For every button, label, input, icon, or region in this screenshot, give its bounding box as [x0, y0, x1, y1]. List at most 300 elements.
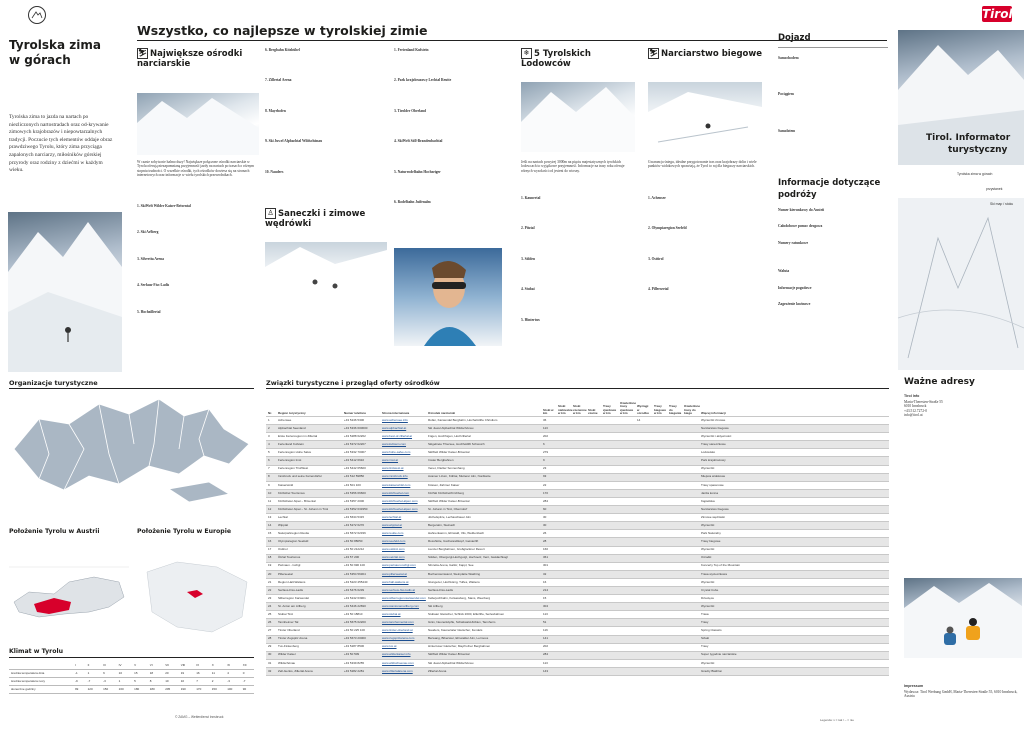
climate-cell: 90 [241, 686, 254, 694]
col3-item: 3. Tirolder Oberland [394, 108, 426, 113]
offers-cell [556, 546, 571, 554]
offers-cell [652, 522, 667, 530]
offers-cell [586, 643, 601, 651]
climate-cell: -9 [73, 678, 86, 686]
offers-cell [571, 449, 586, 457]
offers-cell [652, 425, 667, 433]
offers-website-link[interactable]: www.paznaun-ischgl.com [380, 562, 426, 570]
offers-header-row [266, 394, 889, 417]
offers-cell [601, 595, 618, 603]
offers-cell: 116 [541, 627, 556, 635]
offers-cell [618, 603, 635, 611]
offers-cell [682, 619, 699, 627]
offers-cell [586, 570, 601, 578]
offers-cell [586, 546, 601, 554]
offers-cell [571, 611, 586, 619]
offers-cell [601, 522, 618, 530]
offers-cell [586, 562, 601, 570]
col3-item: 4. SkiWelt Söll-Brandenbachtal [394, 139, 443, 144]
offers-cell [571, 651, 586, 659]
offers-cell [682, 603, 699, 611]
offers-cell [682, 481, 699, 489]
offers-cell [667, 449, 682, 457]
offers-header-cell: Region turystyczny [276, 394, 342, 417]
offers-cell: Crystal Cube [699, 586, 889, 594]
offers-cell: 304 [541, 603, 556, 611]
offers-cell [586, 627, 601, 635]
table-row [266, 651, 889, 659]
offers-cell: +43 5336 600600 [342, 425, 380, 433]
offers-cell [556, 497, 571, 505]
climate-cell: -3 [101, 678, 117, 686]
offers-cell [682, 667, 699, 675]
info-header-line1: Informacje dotyczące [778, 178, 881, 188]
offers-website-link[interactable]: www.hall-wattens.at [380, 578, 426, 586]
offers-cell [652, 578, 667, 586]
offers-cell: Zimowe wędrówki [699, 514, 889, 522]
left-panel [0, 0, 122, 372]
offers-cell [571, 635, 586, 643]
offers-cell: Silvretta Arena, Galtür, Kappl, See [426, 562, 541, 570]
offers-cell: Berwang, Biberwier, Ehrwalder Alm, Lermoos [426, 635, 541, 643]
offers-cell: Imster Bergbahnen [426, 457, 541, 465]
offers-cell [652, 530, 667, 538]
offers-cell: 22 [266, 586, 276, 594]
offers-cell: 36 [541, 417, 556, 425]
offers-cell [601, 562, 618, 570]
offers-cell: Serfaus-Fiss-Ladis [426, 586, 541, 594]
table-row [266, 538, 889, 546]
offers-cell [635, 449, 652, 457]
offers-cell: 15 [541, 595, 556, 603]
climate-cell: 15 [132, 670, 148, 678]
table-row [266, 481, 889, 489]
offers-cell [682, 538, 699, 546]
offers-cell [652, 611, 667, 619]
offers-cell [652, 497, 667, 505]
offers-cell: 25 [266, 611, 276, 619]
offers-website-link[interactable]: www.kaiserwinkl.com [380, 481, 426, 489]
offers-cell [667, 473, 682, 481]
table-row [266, 659, 889, 667]
offers-cell: +43 5356 66660 [342, 489, 380, 497]
offers-cell: 16 [541, 578, 556, 586]
table-row [266, 457, 889, 465]
offers-cell: Glungezer, Hochkönig, Tulfes, Wattens [426, 578, 541, 586]
offers-cell: Venet, Fließer Sonnenhang [426, 465, 541, 473]
offers-cell: +43 50 18810 [342, 611, 380, 619]
offers-cell [667, 619, 682, 627]
table-row [266, 635, 889, 643]
offers-cell [667, 667, 682, 675]
climate-row [9, 686, 254, 694]
offers-cell: 279 [541, 449, 556, 457]
offers-cell: Ferienregion Hohe Salve [276, 449, 342, 457]
offers-cell [571, 514, 586, 522]
offers-cell [635, 473, 652, 481]
address-line[interactable]: +43.512.7272-0 [904, 408, 927, 413]
offers-cell [556, 611, 571, 619]
section-glaciers [521, 48, 635, 69]
offers-cell [556, 651, 571, 659]
tirol-logo: Tirol [982, 7, 1013, 21]
offers-cell [618, 538, 635, 546]
offers-cell [682, 457, 699, 465]
offers-header-cell: Oświetlone trasy zjazdowe w km [618, 394, 635, 417]
offers-website-link[interactable]: www.stubai.at [380, 611, 426, 619]
left-title-line2: w górach [9, 53, 71, 67]
offers-cell [586, 530, 601, 538]
offers-cell [586, 497, 601, 505]
offers-cell [652, 546, 667, 554]
offers-cell [556, 506, 571, 514]
offers-cell: 9 [541, 457, 556, 465]
offers-cell [586, 659, 601, 667]
offers-cell [571, 570, 586, 578]
address-line: 6010 Innsbruck [904, 404, 927, 409]
offers-cell [571, 643, 586, 651]
table-row [266, 562, 889, 570]
offers-cell: Koncerty Top of the Mountain [699, 562, 889, 570]
offers-cell [652, 667, 667, 675]
climate-cell: -1 [73, 670, 86, 678]
offers-header-cell: Trasy zjazdowe w km [601, 394, 618, 417]
offers-cell [667, 433, 682, 441]
cross-country-icon: ⛷ [649, 49, 658, 57]
offers-cell [667, 481, 682, 489]
offers-cell: +43 501 100 [342, 481, 380, 489]
offers-cell: Trasy [699, 619, 889, 627]
offers-cell: Achensee [276, 417, 342, 425]
climate-row-label: średnia temperatura dnia [9, 670, 73, 678]
offers-website-link[interactable]: www.oetztal.com [380, 554, 426, 562]
left-photo [8, 212, 122, 372]
offers-cell: +43 5242 63901 [342, 595, 380, 603]
offers-website-link[interactable]: www.tirolwest.at [380, 465, 426, 473]
offers-cell [571, 473, 586, 481]
offers-cell: Spring Classics [699, 627, 889, 635]
offers-website-link[interactable]: www.kitzbuehel-alpen.com [380, 506, 426, 514]
offers-cell [556, 465, 571, 473]
offers-cell: Paznaun - Ischgl [276, 562, 342, 570]
offers-cell: +43 5246 5300 [342, 417, 380, 425]
offers-cell [571, 603, 586, 611]
offers-cell: 26 [541, 530, 556, 538]
offers-website-link[interactable]: www.wilderkaiser.info [380, 651, 426, 659]
offers-cell: Ski Arlberg [426, 603, 541, 611]
col5-list [648, 196, 762, 292]
offers-website-link[interactable]: www.tannheimertal.com [380, 619, 426, 627]
offers-cell: Buchensteinwand, Steinplatte Waidring [426, 570, 541, 578]
offers-cell [556, 554, 571, 562]
offers-website-link[interactable]: www.silberregion-karwendel.com [380, 595, 426, 603]
section-winter-walks [265, 208, 387, 229]
offers-website-link[interactable]: www.best-of-zillertal.at [380, 433, 426, 441]
offers-cell [635, 489, 652, 497]
offers-cell [586, 481, 601, 489]
offers-website-link[interactable]: www.stantonamarlberg.com [380, 603, 426, 611]
offers-cell [635, 619, 652, 627]
offers-cell [556, 586, 571, 594]
offers-cell: Hahnenkamm, Ehrwald, Vils, Weißenbach [426, 530, 541, 538]
offers-cell [571, 659, 586, 667]
dojazd-item: Pociągiem [778, 92, 794, 97]
col4-item: 3. Sölden [521, 256, 535, 261]
offers-website-link[interactable]: www.kufstein.com [380, 441, 426, 449]
offers-cell [556, 514, 571, 522]
offers-website-link[interactable]: www.tux.at [380, 643, 426, 651]
table-row [266, 619, 889, 627]
offers-cell [556, 635, 571, 643]
offers-cell: Wildschönau [276, 659, 342, 667]
climate-month: XI [225, 662, 241, 670]
offers-website-link[interactable]: www.seefeld.com [380, 538, 426, 546]
offers-cell [635, 530, 652, 538]
offers-cell: Lienzer Bergbahnen, Großglockner Resort [426, 546, 541, 554]
section-ski-races-title: Narciarstwo biegowe [661, 49, 762, 59]
climate-cell: 160 [117, 686, 133, 694]
offers-cell [652, 457, 667, 465]
offers-cell [682, 627, 699, 635]
offers-website-link[interactable]: www.kitzbuehel-alpen.com [380, 497, 426, 505]
offers-cell [586, 595, 601, 603]
offers-cell [635, 635, 652, 643]
offers-cell: Wilder Kaiser [276, 651, 342, 659]
offers-cell [586, 433, 601, 441]
offers-cell [601, 627, 618, 635]
offers-website-link[interactable]: www.kitzbuehel.com [380, 489, 426, 497]
offers-cell: 32 [541, 570, 556, 578]
section-ski-races [648, 48, 762, 59]
offers-cell [601, 570, 618, 578]
offers-cell [571, 481, 586, 489]
offers-cell: Rosshütte, Gschwandtkopf, Geisterlift [426, 538, 541, 546]
climate-row-label: średnia temperatura nocy [9, 678, 73, 686]
offers-cell [618, 643, 635, 651]
offers-cell [667, 506, 682, 514]
offers-cell [618, 586, 635, 594]
info-item: Numery ratunkowe [778, 240, 809, 245]
offers-cell [635, 667, 652, 675]
address-email-link[interactable]: info@tirol.at [904, 413, 923, 418]
offers-cell [601, 603, 618, 611]
climate-month: IV [117, 662, 133, 670]
offers-cell [571, 578, 586, 586]
climate-title: Klimat w Tyrolu [9, 648, 63, 655]
offers-cell [571, 554, 586, 562]
climate-cell: 180 [132, 686, 148, 694]
offers-cell: +43 5446 22690 [342, 603, 380, 611]
offers-cell [682, 465, 699, 473]
offers-cell [682, 514, 699, 522]
offers-cell [601, 554, 618, 562]
offers-cell [682, 554, 699, 562]
offers-cell [652, 538, 667, 546]
offers-website-link[interactable]: www.achensee.info [380, 417, 426, 425]
offers-cell [556, 595, 571, 603]
offers-cell [618, 522, 635, 530]
offers-cell [635, 497, 652, 505]
offers-cell [652, 635, 667, 643]
offers-cell [601, 449, 618, 457]
offers-cell [635, 522, 652, 530]
offers-cell [556, 562, 571, 570]
offers-cell [635, 481, 652, 489]
offers-cell [667, 530, 682, 538]
offers-website-link[interactable]: www.osttirol.com [380, 546, 426, 554]
col4-item: 2. Pitztal [521, 226, 535, 231]
col4-list [521, 196, 635, 322]
offers-cell [586, 586, 601, 594]
offers-website-link[interactable]: www.reutte.com [380, 530, 426, 538]
col1-text: W czasie sobytu nie halmo duzy! Największe połączone ośrodki narciarskie w Tyrolu oferują niezapomnianą przyjemność jazdy na nartach po trasach o różnym stopniu trudności. O wszelkie ośrodki, tych ośrodków dowiesz się na stronach internetowych oraz informacje w wielu tyrolskich przewodnikach. [137, 160, 255, 178]
offers-cell: 20 [266, 570, 276, 578]
offers-cell: Erste Ferienregion im Zillertal [276, 433, 342, 441]
offers-website-link[interactable]: www.zugspitzarena.com [380, 635, 426, 643]
offers-cell: Kitzbüheler Alpen - St. Johann in Tirol [276, 506, 342, 514]
offers-cell [571, 465, 586, 473]
offers-header-cell: Więcej informacji [699, 394, 889, 417]
offers-cell: 284 [541, 497, 556, 505]
offers-cell [635, 659, 652, 667]
map-label-1: przystanek [986, 187, 1003, 191]
offers-cell [586, 635, 601, 643]
offers-cell [635, 603, 652, 611]
offers-website-link[interactable]: www.serfaus-fiss-ladis.at [380, 586, 426, 594]
offers-cell [635, 643, 652, 651]
info-title-line1: Tirol. Informator [926, 133, 1011, 143]
col2-item: 10. Nauders [265, 169, 284, 174]
offers-cell [556, 489, 571, 497]
offers-cell [667, 546, 682, 554]
offers-cell: 23 [266, 595, 276, 603]
offers-cell [667, 489, 682, 497]
offers-cell [601, 506, 618, 514]
climate-cell: 170 [194, 686, 210, 694]
offers-cell: Hintertuxer Gletscher, Mayrhofner Bergbahnen [426, 643, 541, 651]
offers-cell [635, 514, 652, 522]
col1-item: 5. Hochzillertal [137, 309, 161, 314]
offers-cell: Wycieczki [699, 465, 889, 473]
offers-website-link[interactable]: www.lechtal.at [380, 514, 426, 522]
offers-cell: 26 [266, 619, 276, 627]
offers-website-link[interactable]: www.alpbachtal.at [380, 425, 426, 433]
offers-cell [652, 506, 667, 514]
offers-cell [652, 570, 667, 578]
offers-cell [667, 603, 682, 611]
offers-cell [618, 417, 635, 425]
offers-website-link[interactable]: www.wildschoenau.com [380, 659, 426, 667]
offers-website-link[interactable]: www.zillertalarena.com [380, 667, 426, 675]
info-list [778, 208, 888, 306]
offers-cell [652, 562, 667, 570]
offers-cell: +43 57 200 [342, 554, 380, 562]
offers-cell [618, 595, 635, 603]
offers-cell [556, 538, 571, 546]
offers-cell [682, 651, 699, 659]
offers-cell [682, 659, 699, 667]
offers-cell: SkiWelt Wilder Kaiser-Brixental [426, 651, 541, 659]
offers-cell [556, 449, 571, 457]
offers-cell [618, 433, 635, 441]
info-item: Waluta [778, 269, 790, 274]
offers-cell: Miejsca widokowe [699, 473, 889, 481]
climate-cell: 10 [117, 670, 133, 678]
offers-cell: Lodowisko [699, 449, 889, 457]
left-title-line1: Tyrolska zima [9, 38, 101, 52]
offers-website-link[interactable]: www.innsbruck.info [380, 473, 426, 481]
offers-cell [635, 554, 652, 562]
offers-website-link[interactable]: www.wipptal.at [380, 522, 426, 530]
walker-icon: ♙ [265, 208, 276, 219]
offers-cell [571, 538, 586, 546]
offers-website-link[interactable]: www.pillerseetal.at [380, 570, 426, 578]
addresses-lines [904, 400, 1019, 418]
table-row [266, 497, 889, 505]
offers-cell [635, 627, 652, 635]
portrait-photo [394, 248, 502, 346]
offers-cell [586, 457, 601, 465]
offers-cell: Naturparkregion Reutte [276, 530, 342, 538]
section-glaciers-title: 5 Tyrolskich Lodowców [521, 49, 591, 69]
offers-cell [601, 619, 618, 627]
climate-cell: 4 [225, 670, 241, 678]
offers-cell: Wycieczki zimowe [699, 417, 889, 425]
climate-row [9, 670, 254, 678]
table-row [266, 578, 889, 586]
climate-cell: -7 [86, 678, 102, 686]
offers-cell: 28 [541, 538, 556, 546]
table-underline [266, 388, 889, 389]
offers-cell: 284 [541, 651, 556, 659]
offers-cell [601, 497, 618, 505]
addresses-org: Tirol Info [904, 394, 920, 398]
offers-cell: Narciarstwo biegowe [699, 425, 889, 433]
offers-website-link[interactable]: www.imst.at [380, 457, 426, 465]
table-row [266, 417, 889, 425]
offers-cell: Park Naturalny [699, 530, 889, 538]
offers-cell: 214 [541, 586, 556, 594]
info-title-line2: turystyczny [948, 145, 1008, 155]
offers-cell [618, 578, 635, 586]
offers-cell [618, 667, 635, 675]
col3-item: 6. Rodelbahn Juifenalm [394, 200, 431, 205]
offers-cell [652, 481, 667, 489]
offers-cell: +43 5352 633350 [342, 506, 380, 514]
offers-cell [682, 530, 699, 538]
skier-icon: ⛷ [138, 49, 147, 57]
offers-cell: Nauders, Kaunertaler Gletscher, Fendels [426, 627, 541, 635]
climate-cell: 6 [101, 670, 117, 678]
offers-cell [571, 522, 586, 530]
offers-cell: Kellerjochbahn, Kolsassberg, Stans, Weerberg [426, 595, 541, 603]
offers-cell [667, 586, 682, 594]
offers-cell [635, 595, 652, 603]
offers-website-link[interactable]: www.hohe-salve.com [380, 449, 426, 457]
offers-cell [586, 603, 601, 611]
offers-cell [667, 570, 682, 578]
offers-cell [667, 643, 682, 651]
offers-cell [618, 473, 635, 481]
offers-cell [556, 473, 571, 481]
offers-cell [586, 465, 601, 473]
col4-text: Jeśli na nartach powyżej 3000m na pięciu majestatycznych tyrolskich lodowcach to wyjątkowe przyjemność. Informacje na trasy roku oferuje różnych wysokości od jesieni do wiosny. [521, 160, 625, 173]
offers-website-link[interactable]: www.tiroler-oberland.at [380, 627, 426, 635]
offers-cell [618, 489, 635, 497]
table-row [266, 586, 889, 594]
offers-header-cell: Strona internetowa [380, 394, 426, 417]
col2-item: 8. Mayrhofen [265, 108, 286, 113]
